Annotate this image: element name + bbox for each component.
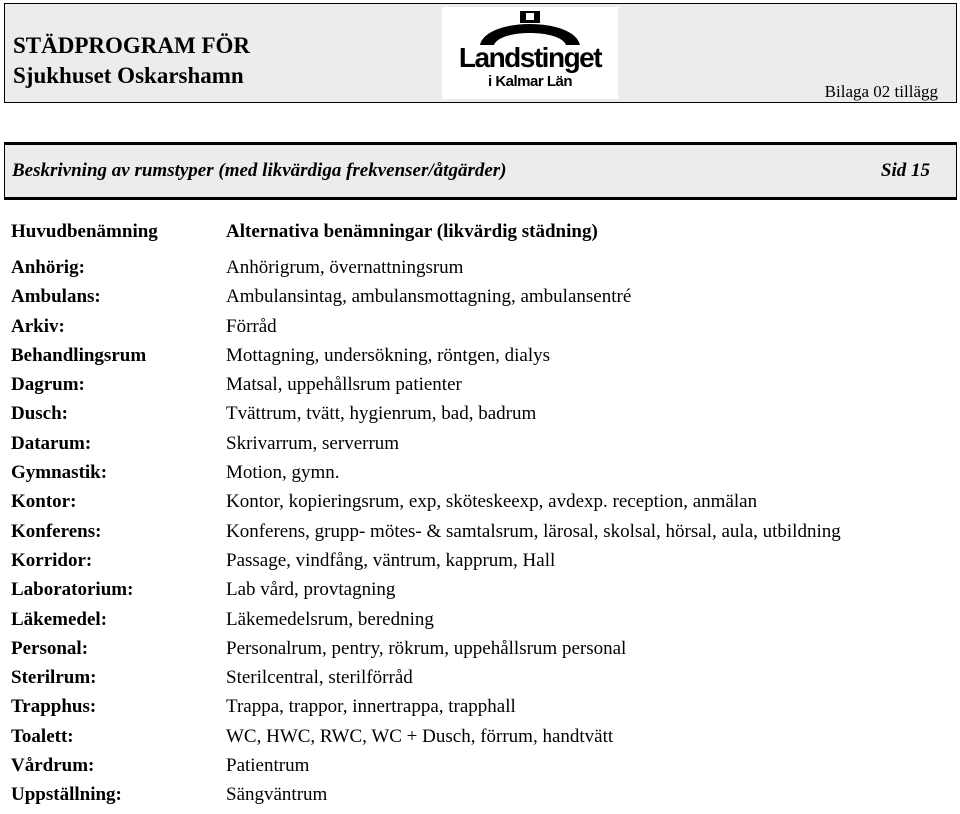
page-number: Sid 15	[880, 160, 930, 181]
description-text: Beskrivning av rumstyper (med likvärdiga frekvenser/åtgärder)	[12, 160, 507, 181]
table-row	[0, 784, 960, 813]
room-type-alternatives: Konferens, grupp- mötes- & samtalsrum, lärosal, skolsal, hörsal, aula, utbildning	[226, 520, 841, 542]
document-title	[13, 31, 250, 91]
table-row	[0, 345, 960, 374]
table-row	[0, 579, 960, 608]
room-type-name: Trapphus:	[11, 696, 97, 718]
room-type-alternatives: Anhörigrum, övernattningsrum	[226, 257, 464, 278]
room-type-name: Läkemedel:	[11, 608, 108, 630]
room-type-alternatives: Tvättrum, tvätt, hygienrum, bad, badrum	[226, 403, 537, 425]
table-row	[0, 550, 960, 579]
table-row	[0, 257, 960, 286]
table-row	[0, 638, 960, 667]
table-row	[0, 696, 960, 725]
room-type-name: Personal:	[11, 637, 89, 659]
room-type-alternatives: Matsal, uppehållsrum patienter	[226, 374, 462, 396]
room-type-alternatives: Ambulansintag, ambulansmottagning, ambulansentré	[226, 286, 632, 308]
room-type-name: Dagrum:	[11, 374, 85, 396]
room-type-name: Gymnastik:	[11, 462, 108, 484]
table-row	[0, 609, 960, 638]
room-type-alternatives: Trappa, trappor, innertrappa, trapphall	[226, 696, 516, 718]
column-header-alternative-names: Alternativa benämningar (likvärdig städning)	[226, 221, 598, 242]
attachment-label: Bilaga 02 tillägg	[824, 82, 938, 101]
room-type-alternatives: Motion, gymn.	[226, 462, 340, 484]
room-type-name: Anhörig:	[11, 257, 85, 278]
room-type-name: Konferens:	[11, 520, 102, 542]
table-row	[0, 726, 960, 755]
room-type-alternatives: Skrivarrum, serverrum	[226, 432, 400, 454]
room-type-name: Behandlingsrum	[11, 344, 147, 366]
room-type-alternatives: Förråd	[226, 315, 277, 337]
room-type-alternatives: Kontor, kopieringsrum, exp, sköteskeexp, avdexp. reception, anmälan	[226, 491, 758, 513]
room-type-alternatives: Sängväntrum	[226, 784, 328, 806]
title-line-2: Sjukhuset Oskarshamn	[13, 63, 244, 88]
table-row	[0, 521, 960, 550]
room-type-name: Ambulans:	[11, 286, 101, 308]
room-type-name: Dusch:	[11, 403, 69, 425]
room-type-alternatives: Lab vård, provtagning	[226, 579, 396, 601]
room-type-alternatives: Mottagning, undersökning, röntgen, dialys	[226, 344, 551, 366]
table-row	[0, 286, 960, 315]
table-row	[0, 462, 960, 491]
room-type-table	[0, 257, 960, 814]
table-row	[0, 755, 960, 784]
table-row	[0, 491, 960, 520]
room-type-alternatives: Läkemedelsrum, beredning	[226, 608, 434, 630]
description-bar	[4, 142, 957, 200]
logo-wordmark: Landstinget	[458, 42, 602, 73]
room-type-alternatives: Sterilcentral, sterilförråd	[226, 667, 413, 689]
document-header	[4, 3, 957, 103]
table-row	[0, 667, 960, 696]
room-type-alternatives: WC, HWC, RWC, WC + Dusch, förrum, handtvätt	[226, 725, 614, 747]
room-type-alternatives: Passage, vindfång, väntrum, kapprum, Hall	[226, 549, 556, 571]
room-type-name: Arkiv:	[11, 315, 65, 337]
title-line-1: STÄDPROGRAM FÖR	[13, 33, 251, 58]
room-type-alternatives: Patientrum	[226, 755, 310, 777]
room-type-name: Vårdrum:	[11, 755, 95, 777]
table-row	[0, 433, 960, 462]
table-row	[0, 316, 960, 345]
room-type-name: Laboratorium:	[11, 579, 134, 601]
room-type-alternatives: Personalrum, pentry, rökrum, uppehållsrum personal	[226, 637, 627, 659]
landstinget-logo	[442, 7, 618, 99]
crown-emblem-icon	[472, 11, 588, 45]
logo-subtext: i Kalmar Län	[487, 73, 573, 90]
table-row	[0, 403, 960, 432]
room-type-name: Toalett:	[11, 725, 74, 747]
room-type-name: Korridor:	[11, 549, 93, 571]
column-header-main-name: Huvudbenämning	[11, 221, 158, 242]
room-type-name: Kontor:	[11, 491, 77, 513]
room-type-name: Uppställning:	[11, 784, 122, 806]
table-row	[0, 374, 960, 403]
room-type-name: Datarum:	[11, 432, 92, 454]
room-type-name: Sterilrum:	[11, 667, 97, 689]
